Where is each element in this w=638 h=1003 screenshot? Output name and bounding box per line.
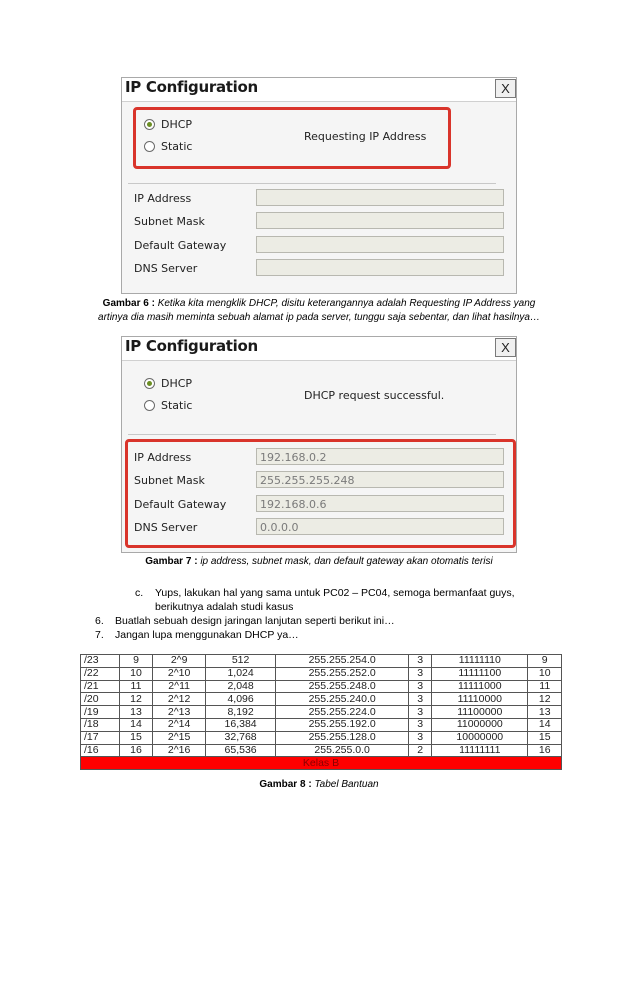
subnet-mask-label: Subnet Mask: [134, 474, 205, 487]
table-cell: 2^14: [153, 718, 206, 731]
table-cell: 3: [409, 655, 432, 668]
table-cell: /21: [81, 680, 120, 693]
table-cell: 11000000: [432, 718, 528, 731]
caption-text: Ketika kita mengklik DHCP, disitu keterangannya adalah Requesting IP Address yang: [157, 298, 536, 309]
table-row: [81, 718, 562, 731]
table-cell: 512: [206, 655, 276, 668]
table-row: [81, 693, 562, 706]
subnet-table: [80, 654, 562, 770]
table-cell: 2,048: [206, 680, 276, 693]
list-item-6: Buatlah sebuah design jaringan lanjutan seperti berikut ini…: [115, 615, 395, 627]
table-cell: 255.255.128.0: [276, 731, 409, 744]
table-cell: 11111111: [432, 744, 528, 757]
table-cell: /23: [81, 655, 120, 668]
table-cell: 11: [119, 680, 153, 693]
table-cell: 255.255.254.0: [276, 655, 409, 668]
table-cell: 3: [409, 680, 432, 693]
table-cell: 255.255.192.0: [276, 718, 409, 731]
table-row: [81, 667, 562, 680]
table-footer-label: Kelas B: [81, 757, 562, 770]
table-cell: 2^9: [153, 655, 206, 668]
table-row: [81, 680, 562, 693]
table-cell: 9: [528, 655, 562, 668]
dhcp-radio-option[interactable]: [144, 377, 192, 390]
table-cell: 255.255.240.0: [276, 693, 409, 706]
table-cell: 3: [409, 706, 432, 719]
caption-label: Gambar 8 :: [259, 779, 312, 790]
table-cell: 11111110: [432, 655, 528, 668]
static-label: Static: [161, 399, 193, 412]
subnet-mask-field[interactable]: 255.255.255.248: [256, 471, 504, 488]
figure-6-caption-line2: artinya dia masih meminta sebuah alamat ip pada server, tunggu saja sebentar, dan lihat hasilnya…: [98, 312, 540, 323]
figure-8-caption: [0, 779, 638, 790]
table-cell: 12: [528, 693, 562, 706]
table-cell: 15: [528, 731, 562, 744]
table-cell: 8,192: [206, 706, 276, 719]
table-row: [81, 706, 562, 719]
highlight-box: [125, 439, 516, 548]
caption-label: Gambar 7 :: [145, 556, 198, 567]
subnet-mask-label: Subnet Mask: [134, 215, 205, 228]
list-item-7: Jangan lupa menggunakan DHCP ya…: [115, 629, 299, 641]
caption-text: ip address, subnet mask, dan default gateway akan otomatis terisi: [200, 556, 493, 567]
table-cell: 10: [119, 667, 153, 680]
list-marker: 7.: [95, 629, 104, 641]
ip-address-label: IP Address: [134, 192, 192, 205]
table-cell: 14: [119, 718, 153, 731]
table-cell: 2^13: [153, 706, 206, 719]
table-cell: 255.255.252.0: [276, 667, 409, 680]
dhcp-status-text: Requesting IP Address: [304, 130, 427, 143]
close-icon[interactable]: X: [495, 338, 516, 357]
list-item-c-line1: Yups, lakukan hal yang sama untuk PC02 – PC04, semoga bermanfaat guys,: [155, 587, 515, 599]
table-cell: 3: [409, 667, 432, 680]
table-footer-row: [81, 757, 562, 770]
dialog-titlebar: [122, 78, 516, 102]
table-cell: 32,768: [206, 731, 276, 744]
table-cell: 11111000: [432, 680, 528, 693]
table-cell: 255.255.224.0: [276, 706, 409, 719]
table-cell: 3: [409, 731, 432, 744]
list-marker: c.: [135, 587, 144, 599]
dhcp-status-text: DHCP request successful.: [304, 389, 445, 402]
list-marker: 6.: [95, 615, 104, 627]
table-cell: 16,384: [206, 718, 276, 731]
dhcp-label: DHCP: [161, 118, 193, 131]
dns-server-field[interactable]: [256, 259, 504, 276]
table-cell: 3: [409, 693, 432, 706]
table-cell: 11110000: [432, 693, 528, 706]
dns-server-label: DNS Server: [134, 262, 198, 275]
table-cell: 4,096: [206, 693, 276, 706]
table-cell: 2^15: [153, 731, 206, 744]
table-cell: 2^10: [153, 667, 206, 680]
table-cell: 11111100: [432, 667, 528, 680]
figure-7-caption: [0, 556, 638, 567]
table-cell: 9: [119, 655, 153, 668]
ip-address-field[interactable]: 192.168.0.2: [256, 448, 504, 465]
caption-text: Tabel Bantuan: [314, 779, 379, 790]
table-cell: 15: [119, 731, 153, 744]
table-cell: /19: [81, 706, 120, 719]
figure-6-caption: [0, 298, 638, 309]
table-cell: 13: [119, 706, 153, 719]
table-cell: 2^12: [153, 693, 206, 706]
table-cell: 2^16: [153, 744, 206, 757]
table-cell: 3: [409, 718, 432, 731]
list-item-c-line2: berikutnya adalah studi kasus: [155, 601, 294, 613]
table-cell: 2: [409, 744, 432, 757]
table-row: [81, 655, 562, 668]
ip-address-label: IP Address: [134, 451, 192, 464]
ip-address-field[interactable]: [256, 189, 504, 206]
table-row: [81, 731, 562, 744]
static-radio-option[interactable]: [144, 399, 192, 412]
dns-server-label: DNS Server: [134, 521, 198, 534]
subnet-mask-field[interactable]: [256, 212, 504, 229]
default-gateway-field[interactable]: [256, 236, 504, 253]
radio-selected-icon: [144, 378, 155, 389]
table-cell: 2^11: [153, 680, 206, 693]
table-cell: /20: [81, 693, 120, 706]
table-cell: 10000000: [432, 731, 528, 744]
default-gateway-label: Default Gateway: [134, 239, 227, 252]
default-gateway-field[interactable]: 192.168.0.6: [256, 495, 504, 512]
table-cell: 16: [528, 744, 562, 757]
table-cell: 11100000: [432, 706, 528, 719]
radio-unselected-icon: [144, 400, 155, 411]
table-cell: /18: [81, 718, 120, 731]
table-cell: /22: [81, 667, 120, 680]
table-cell: /17: [81, 731, 120, 744]
table-cell: /16: [81, 744, 120, 757]
dns-server-field[interactable]: 0.0.0.0: [256, 518, 504, 535]
static-label: Static: [161, 140, 193, 153]
table-cell: 10: [528, 667, 562, 680]
dialog-title: IP Configuration: [125, 78, 258, 96]
highlight-box: [133, 107, 451, 169]
dialog-title: IP Configuration: [125, 337, 258, 355]
table-cell: 16: [119, 744, 153, 757]
table-cell: 255.255.248.0: [276, 680, 409, 693]
table-cell: 255.255.0.0: [276, 744, 409, 757]
caption-label: Gambar 6 :: [102, 298, 155, 309]
table-cell: 11: [528, 680, 562, 693]
close-icon[interactable]: X: [495, 79, 516, 98]
default-gateway-label: Default Gateway: [134, 498, 227, 511]
table-row: [81, 744, 562, 757]
dhcp-label: DHCP: [161, 377, 193, 390]
table-cell: 65,536: [206, 744, 276, 757]
divider: [128, 434, 496, 435]
table-cell: 1,024: [206, 667, 276, 680]
table-cell: 13: [528, 706, 562, 719]
table-cell: 12: [119, 693, 153, 706]
divider: [128, 183, 496, 184]
table-cell: 14: [528, 718, 562, 731]
dialog-titlebar: [122, 337, 516, 361]
